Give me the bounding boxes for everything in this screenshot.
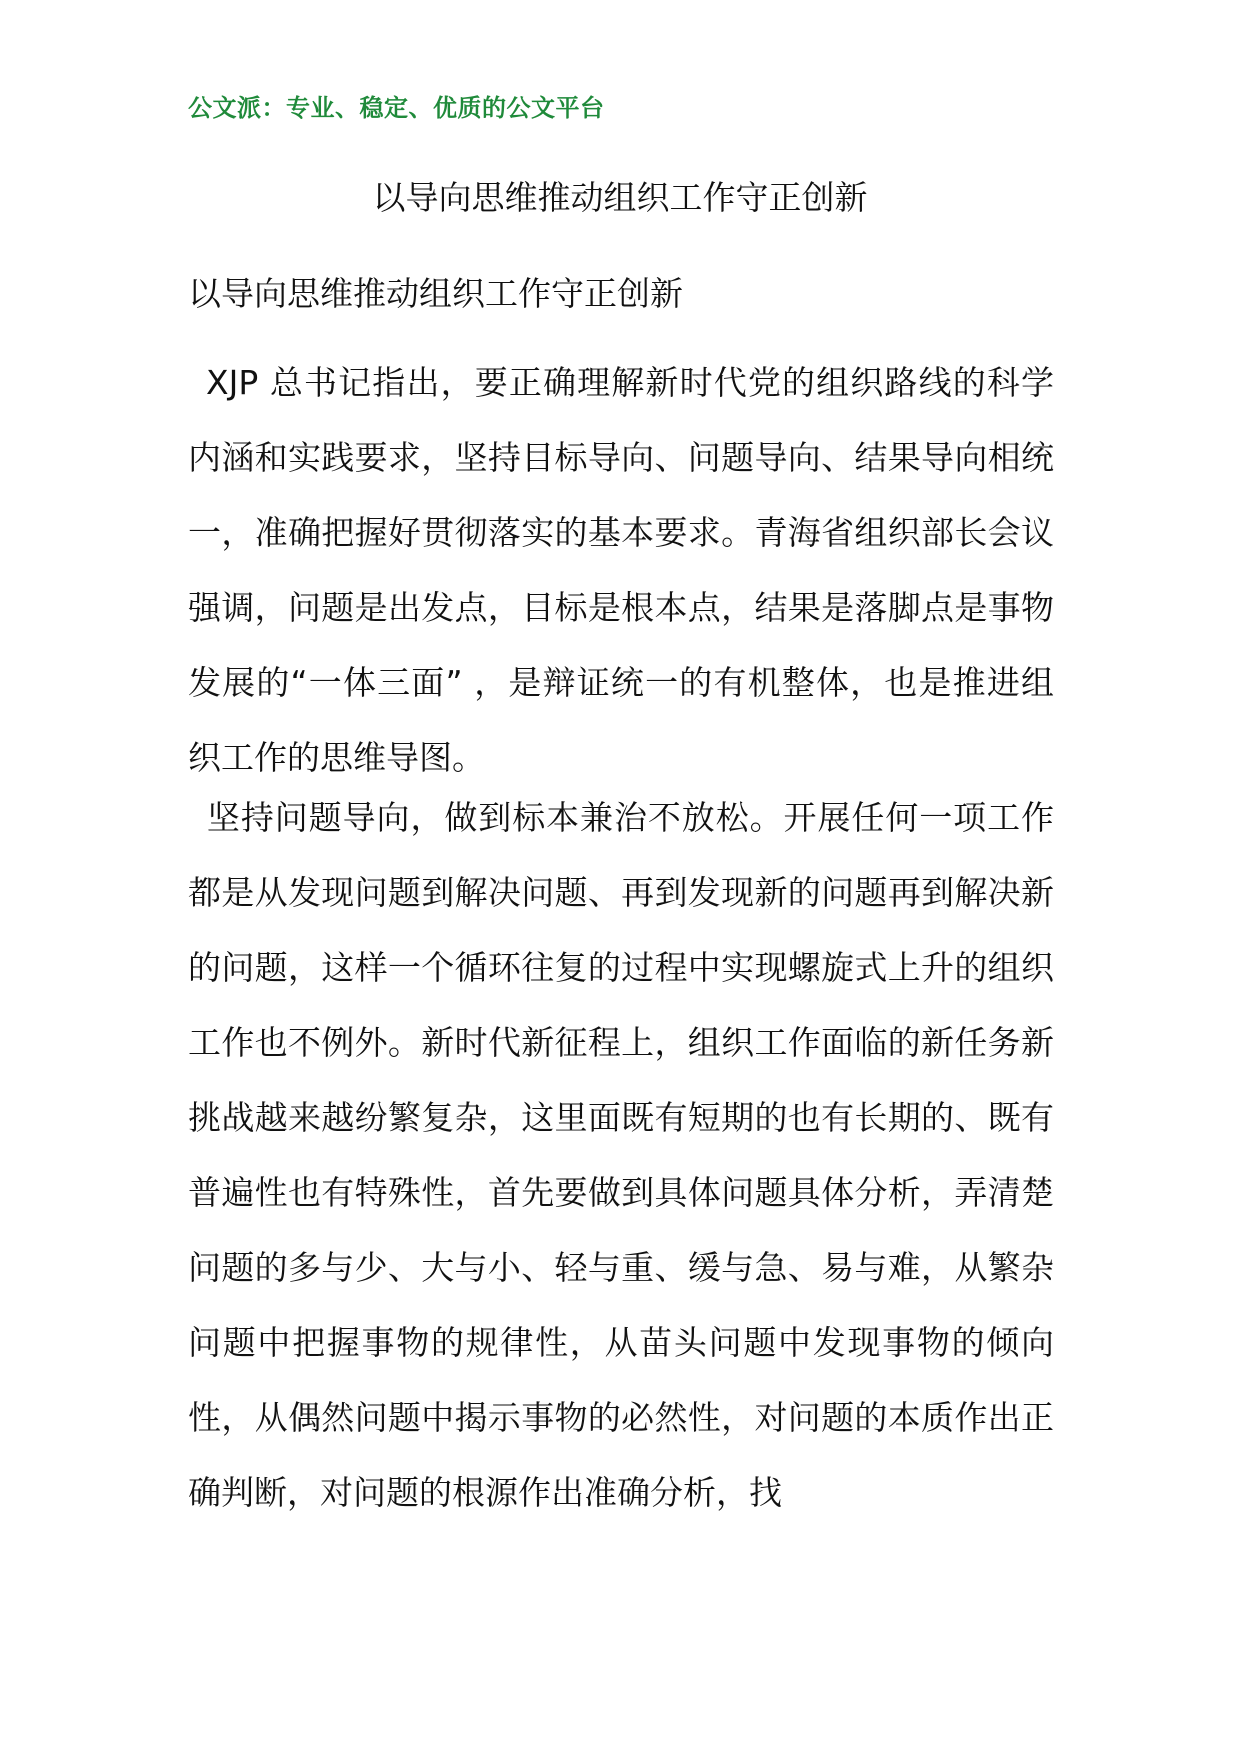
document-title: 以导向思维推动组织工作守正创新: [372, 178, 868, 217]
header-banner: 公文派：专业、稳定、优质的公文平台: [188, 94, 605, 122]
paragraph-2: [188, 780, 1054, 1530]
paragraph-text: 坚持问题导向，做到标本兼治不放松。开展任何一项工作都是从发现问题到解决问题、再到发现新的问题再到解决新的问题，这样一个循环往复的过程中实现螺旋式上升的组织工作也不例外。新时代新征程上，组织工作面临的新任务新挑战越来越纷繁复杂，这里面既有短期的也有长期的、既有普遍性也有特殊性，首先要做到具体问题具体分析，弄清楚问题的多与少、大与小、轻与重、缓与急、易与难，从繁杂问题中把握事物的规律性，从苗头问题中发现事物的倾向性，从偶然问题中揭示事物的必然性，对问题的本质作出正确判断，对问题的根源作出准确分析，找: [188, 798, 1054, 1512]
paragraph-1: [188, 345, 1054, 795]
document-subtitle: 以导向思维推动组织工作守正创新: [188, 274, 683, 313]
paragraph-text: XJP 总书记指出，要正确理解新时代党的组织路线的科学内涵和实践要求，坚持目标导向、问题导向、结果导向相统一，准确把握好贯彻落实的基本要求。青海省组织部长会议强调，问题是出发点，目标是根本点，结果是落脚点是事物发展的“一体三面” ，是辩证统一的有机整体，也是推进组织工作的思维导图。: [188, 363, 1054, 777]
